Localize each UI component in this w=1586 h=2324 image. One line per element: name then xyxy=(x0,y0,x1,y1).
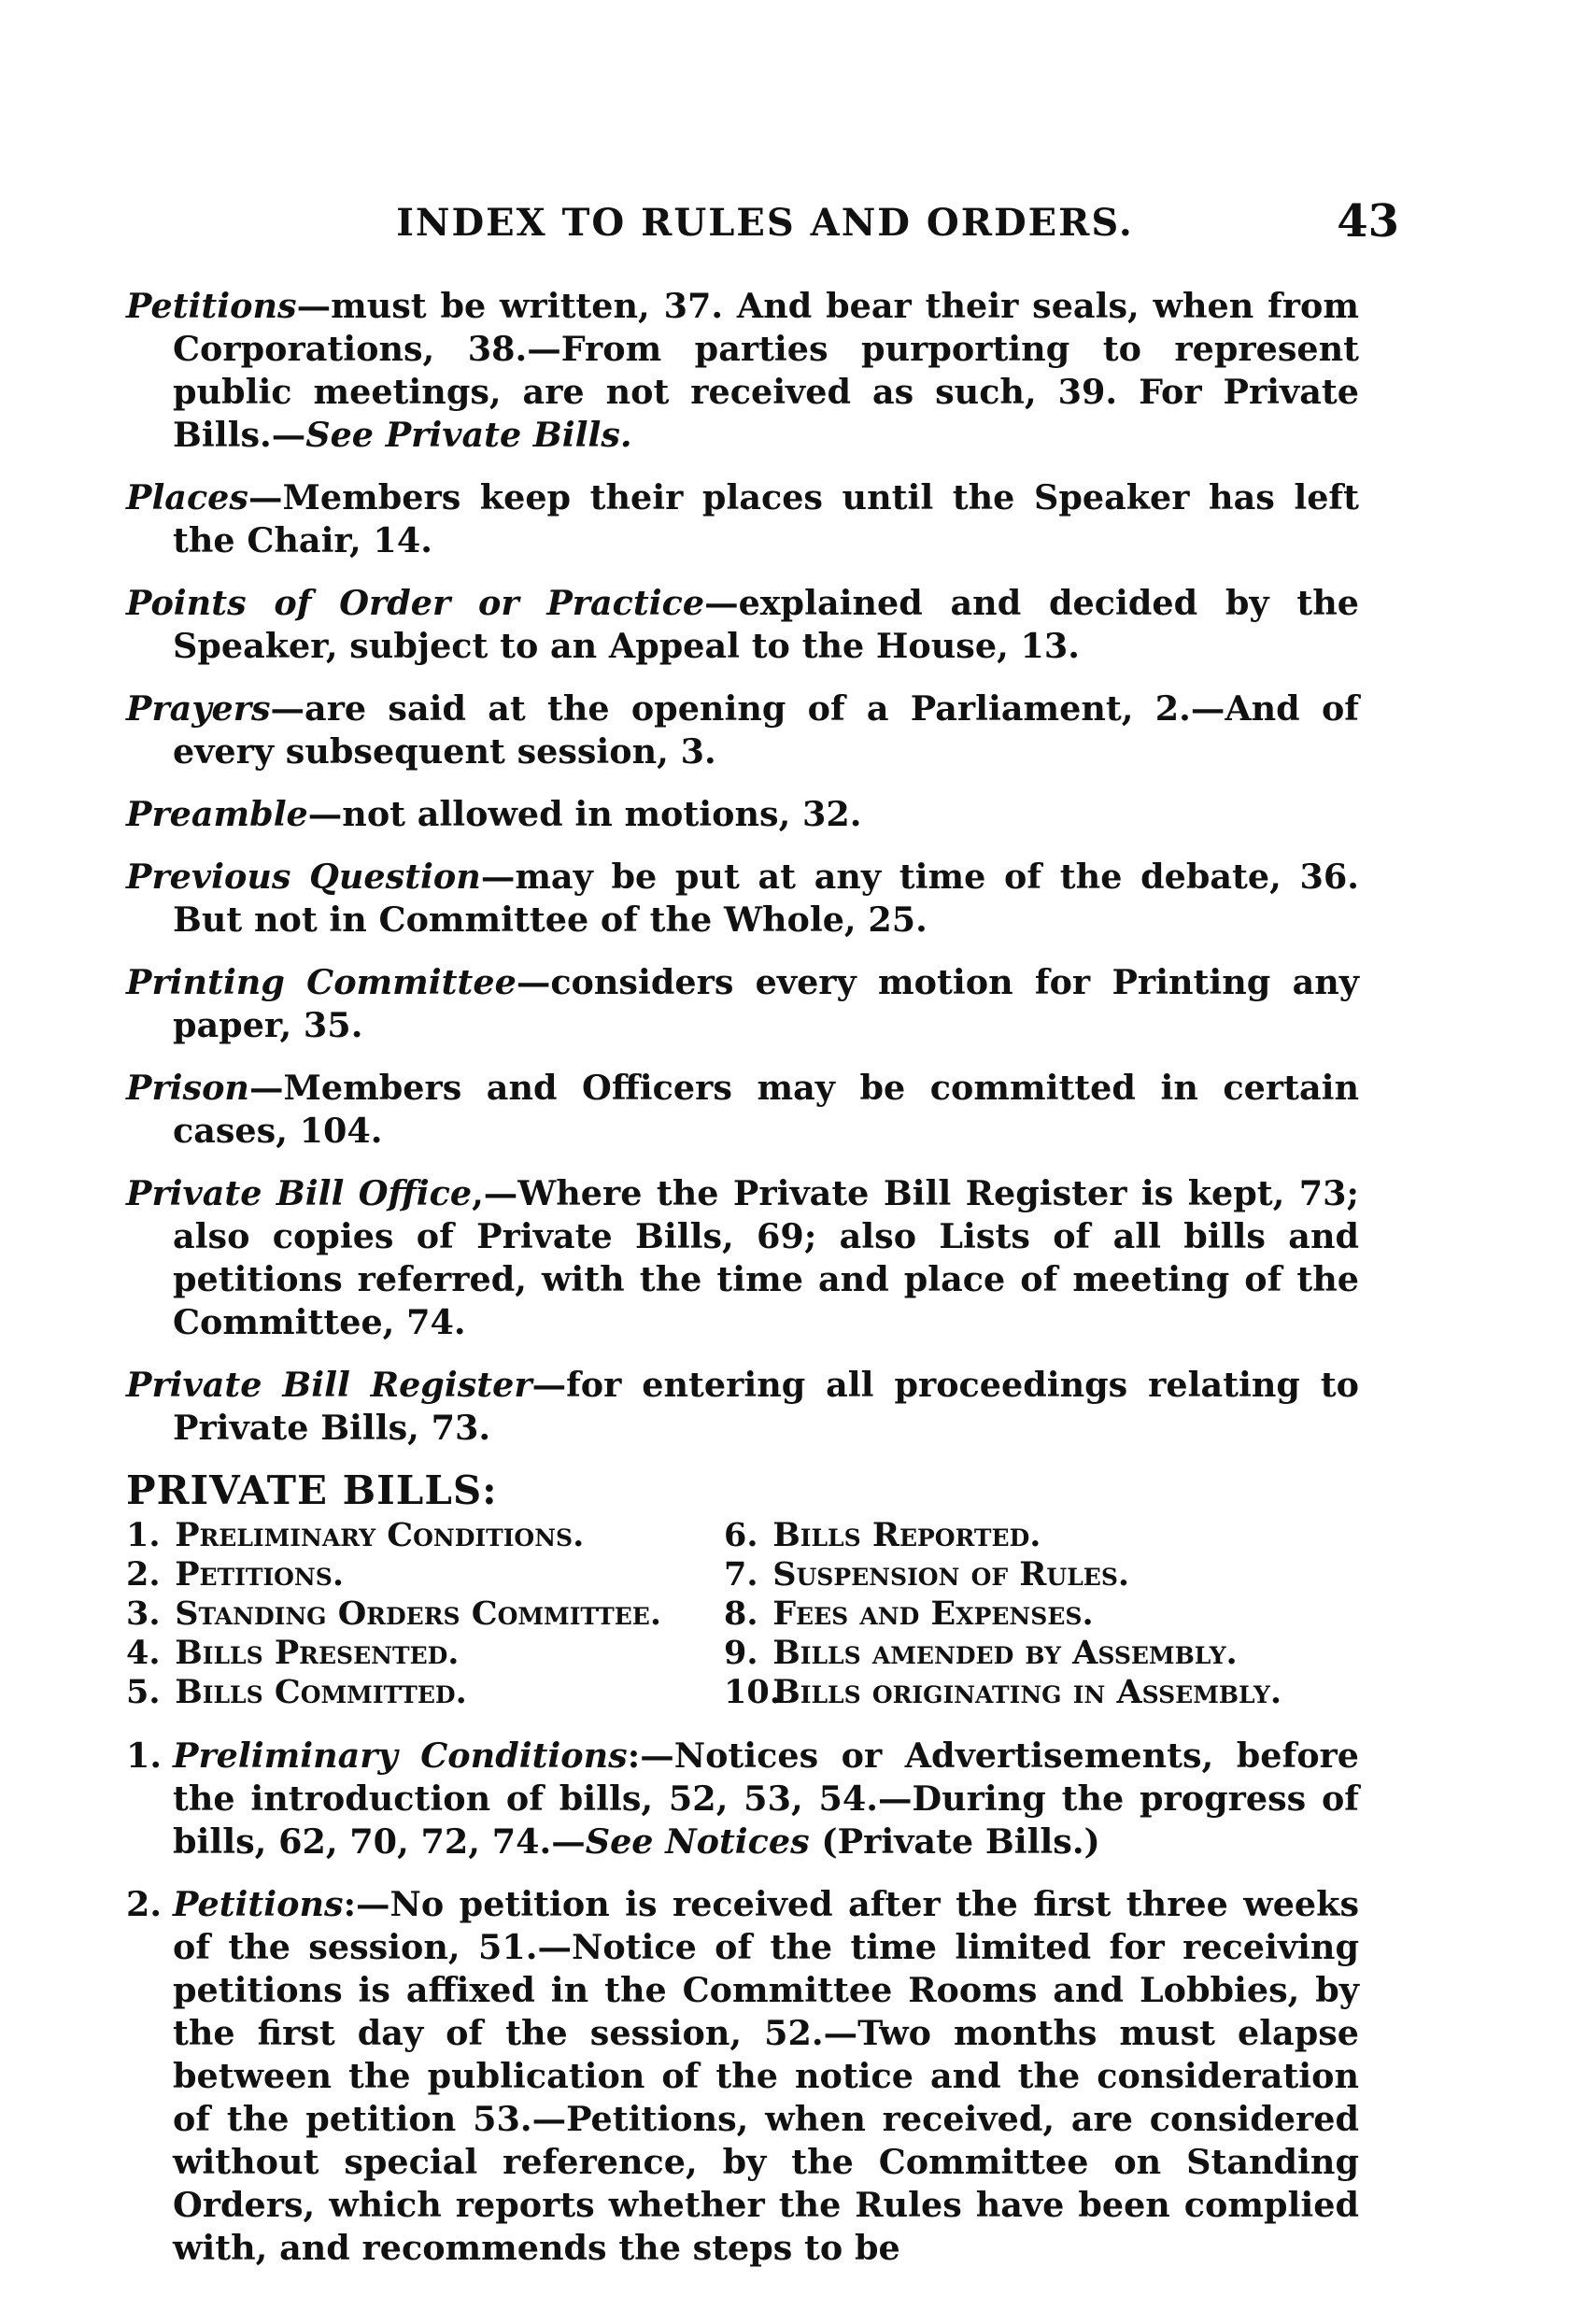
contents-item: 4. Bills Presented. xyxy=(126,1634,460,1672)
index-entry-places xyxy=(126,476,1359,562)
entry-term: Points of Order or Practice xyxy=(126,583,705,623)
index-entry-previous-question xyxy=(126,856,1359,942)
paragraph-see: See Notices xyxy=(585,1821,810,1862)
entry-text: —Members keep their places until the Speaker has left the Chair, 14. xyxy=(173,477,1359,560)
paragraph-text: :—No petition is received after the first three weeks of the session, 51.—Notice of the time limited for receiving petitions is affixed in the Committee Rooms and Lobbies, by the first day of the session, 52.—Two months must elapse between the publication of the notice and the consideration of the petition 53.—Petitions, when received, are considered without special reference, by the Committee on Standing Orders, which reports whether the Rules have been complied with, and recommends the steps to be xyxy=(173,1884,1359,2268)
index-entry-prayers xyxy=(126,687,1359,773)
index-entry-private-bill-office xyxy=(126,1172,1359,1344)
entry-text: —not allowed in motions, 32. xyxy=(307,794,862,834)
entry-term: Petitions xyxy=(126,286,297,326)
index-entry-private-bill-register xyxy=(126,1364,1359,1450)
entry-text: —for entering all proceedings relating to Private Bills, 73. xyxy=(173,1365,1359,1448)
contents-item: 8. Fees and Expenses. xyxy=(724,1594,1094,1633)
entry-text: —may be put at any time of the debate, 36. But not in Committee of the Whole, 25. xyxy=(173,857,1359,940)
contents-item: 6. Bills Reported. xyxy=(724,1516,1041,1554)
contents-item: 9. Bills amended by Assembly. xyxy=(724,1634,1238,1672)
entry-term: Printing Committee xyxy=(126,962,517,1002)
paragraph-number: 2. xyxy=(126,1884,163,1924)
numbered-paragraph-petitions xyxy=(126,1883,1359,2270)
index-body xyxy=(126,285,1359,2289)
section-contents xyxy=(126,1516,1359,1712)
contents-item: 2. Petitions. xyxy=(126,1555,345,1594)
entry-see: See Private Bills. xyxy=(305,415,632,455)
index-entry-preamble xyxy=(126,793,1359,836)
paragraph-tail: (Private Bills.) xyxy=(809,1821,1100,1862)
entry-term: Prison xyxy=(126,1068,249,1108)
section-heading: PRIVATE BILLS: xyxy=(126,1467,498,1513)
entry-text: —considers every motion for Printing any paper, 35. xyxy=(173,962,1359,1045)
entry-term: Private Bill Register xyxy=(126,1365,532,1405)
contents-item: 3. Standing Orders Committee. xyxy=(126,1594,662,1633)
contents-item: 7. Suspension of Rules. xyxy=(724,1555,1130,1594)
numbered-paragraph-preliminary xyxy=(126,1735,1359,1863)
index-entry-printing-committee xyxy=(126,961,1359,1047)
running-title: INDEX TO RULES AND ORDERS. xyxy=(396,201,1134,245)
contents-item: 10. Bills originating in Assembly. xyxy=(724,1673,1282,1711)
paragraph-term: Preliminary Conditions xyxy=(173,1736,628,1776)
entry-term: Previous Question xyxy=(126,857,481,897)
entry-term: Preamble xyxy=(126,794,308,834)
entry-text: —are said at the opening of a Parliament, 2.—And of every subsequent session, 3. xyxy=(173,688,1359,772)
entry-text: —explained and decided by the Speaker, subject to an Appeal to the House, 13. xyxy=(173,583,1359,666)
entry-text: —Members and Officers may be committed in certain cases, 104. xyxy=(173,1068,1359,1151)
entry-text: —must be written, 37. And bear their seals, when from Corporations, 38.—From parties purporting to represent public meetings, are not received as such, 39. For Private Bills.— xyxy=(173,286,1359,455)
index-entry-points-of-order xyxy=(126,582,1359,668)
contents-item: 1. Preliminary Conditions. xyxy=(126,1516,585,1554)
page-number: 43 xyxy=(1337,195,1399,248)
contents-item: 5. Bills Committed. xyxy=(126,1673,467,1711)
index-entry-prison xyxy=(126,1067,1359,1153)
paragraph-term: Petitions xyxy=(173,1884,344,1924)
index-entry-petitions xyxy=(126,285,1359,457)
entry-term: Private Bill Office xyxy=(126,1173,473,1213)
entry-term: Places xyxy=(126,477,248,517)
entry-term: Prayers xyxy=(126,688,271,729)
paragraph-text: :—Notices or Advertisements, before the introduction of bills, 52, 53, 54.—During the progress of bills, 62, 70, 72, 74.— xyxy=(173,1736,1359,1862)
entry-text: ,—Where the Private Bill Register is kept, 73; also copies of Private Bills, 69; also Lists of all bills and petitions referred, with the time and place of meeting of the Committee, 74. xyxy=(173,1173,1359,1342)
paragraph-number: 1. xyxy=(126,1736,163,1776)
page-header xyxy=(131,195,1399,257)
